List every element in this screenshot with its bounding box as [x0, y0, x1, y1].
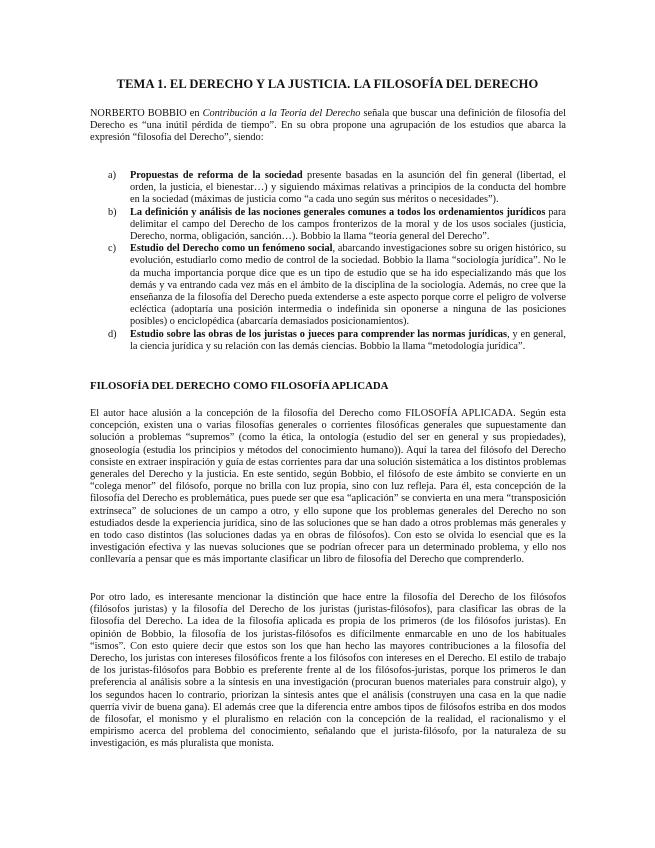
list-item-text: , y en general, la ciencia jurídica y su relación con las demás ciencias. Bobbio la llama “metodología jurídica”. [130, 328, 566, 352]
list-item-text: , abarcando investigaciones sobre su origen histórico, su evolución, estudiarlo como medio de control de la sociedad. Bobbio la llama “sociología jurídica”. No le da mucha importancia porque dice que es un tipo de estudio que se ha ido especializando más que los demás y va entrando cada vez más en el ámbito de la disciplina de la sociología. Además, no cree que la enseñanza de la filosofía del Derecho pueda extenderse a este aspecto porque corre el peligro de volverse ecléctica (adoptaría una posición intermedia o indefinida sin oponerse a ninguna de las posiciones posibles) o enciclopédica (abarcaría demasiados posicionamientos). [130, 243, 566, 328]
study-groups-list [108, 170, 566, 353]
list-item-heading: Propuestas de reforma de la sociedad [130, 170, 303, 181]
list-item [108, 243, 566, 328]
body-paragraph-1: El autor hace alusión a la concepción de la filosofía del Derecho como FILOSOFÍA APLICADA. Según esta concepción, existen una o varias filosofías generales o corrientes filosóficas generales que supuestamente dan solución a problemas “supremos” (como la ética, la ontología (estudio del ser en general y sus propiedades), gnoseología (estudia los principios y métodos del conocimiento humano)). Aquí la tarea del filósofo del Derecho consiste en extraer inspiración y guía de estas corrientes para dar una solución sistemática a los distintos problemas generales del Derecho y la justicia. En este sentido, según Bobbio, el filósofo de este ámbito se convierte en un “colega menor” del filósofo, porque no brilla con luz propia, sino con luz refleja. Para él, esta concepción de la filosofía del Derecho es problemática, pues puede ser que esa “aplicación” se convierta en una mera “transposición extrínseca” de soluciones de un campo a otro, y ello supone que los problemas generales del Derecho no son estudiados desde la experiencia jurídica, sino de las soluciones que se han dado a otros problemas más generales y en todo caso distintos (las soluciones dadas ya en obras de filósofos). Con esto se olvida lo esencial que es la investigación efectiva y las nuevas soluciones que se podrían ofrecer para un determinado problema, y ello nos conllevaría a pensar que es más importante clasificar un libro de filosofía del Derecho que comprenderlo. [90, 408, 566, 566]
section-heading: FILOSOFÍA DEL DERECHO COMO FILOSOFÍA APLICADA [90, 380, 389, 392]
list-marker: d) [108, 328, 117, 340]
list-item [108, 207, 566, 244]
list-item [108, 170, 566, 207]
list-item-text: presente basadas en la asunción del fin general (libertad, el orden, la justicia, el bienestar…) y siguiendo máximas relativas a principios de la conducta del hombre en la sociedad (máximas de justicia como “a cada uno según sus méritos o necesidades”). [130, 170, 566, 206]
body-paragraph-2: Por otro lado, es interesante mencionar la distinción que hace entre la filosofía del Derecho de los filósofos (filósofos juristas) y la filosofía del Derecho de los juristas (juristas-filósofos), para clasificar las obras de la filosofía del Derecho. La idea de la filosofía aplicada es propia de los primeros (de los filósofos juristas). En opinión de Bobbio, la filosofía de los juristas-filósofos es difícilmente enmarcable en uno de los habituales “ismos”. Con esto quiere decir que estos son los que han hecho las mayores contribuciones a la filosofía del Derecho, los juristas con intereses filosóficos frente a los filósofos con intereses en el Derecho. El estilo de trabajo de los juristas-filósofos para Bobbio es preferente frente al de los filósofos-juristas, porque los primeros le dan preferencia al análisis sobre a la síntesis en una investigación (procuran buenos materiales para construir algo), y los segundos hacen lo contrario, priorizan la síntesis antes que el análisis (construyen una casa en la que nadie querría vivir de buena gana). El además cree que la diferencia entre ambos tipos de filósofos estriba en dos modos de filosofar, el monismo y el pluralismo en relación con la concepción de la realidad, el racionalismo y el empirismo acerca del problema del conocimiento, señalando que el jurista-filósofo, por la naturaleza de su investigación, es más pluralista que monista. [90, 592, 566, 750]
list-marker: b) [108, 206, 117, 218]
intro-paragraph [90, 108, 566, 145]
intro-text: señala que buscar una definición de filosofía del Derecho es “una inútil pérdida de tiempo”. En su obra propone una agrupación de los estudios que abarca la expresión “filosofía del Derecho”, siendo: [90, 108, 566, 144]
list-marker: c) [108, 243, 116, 255]
list-item [108, 329, 566, 353]
page-title: TEMA 1. EL DERECHO Y LA JUSTICIA. LA FILOSOFÍA DEL DERECHO [116, 77, 539, 91]
list-item-heading: Estudio del Derecho como un fenómeno social [130, 243, 333, 255]
list-item-text: para delimitar el campo del Derecho de los campos fronterizos de la moral y de los usos sociales (justicia, Derecho, norma, obligación, sanción…). Bobbio la llama “teoría general del Derecho”. [130, 206, 566, 243]
list-marker: a) [108, 170, 116, 181]
list-item-heading: Estudio sobre las obras de los juristas o jueces para comprender las normas jurídicas [130, 328, 508, 340]
intro-work-title: Contribución a la Teoría del Derecho [202, 108, 361, 119]
list-item-heading: La definición y análisis de las nociones generales comunes a todos los ordenamientos jurídicos [130, 206, 546, 218]
intro-author: NORBERTO BOBBIO en [90, 108, 203, 119]
